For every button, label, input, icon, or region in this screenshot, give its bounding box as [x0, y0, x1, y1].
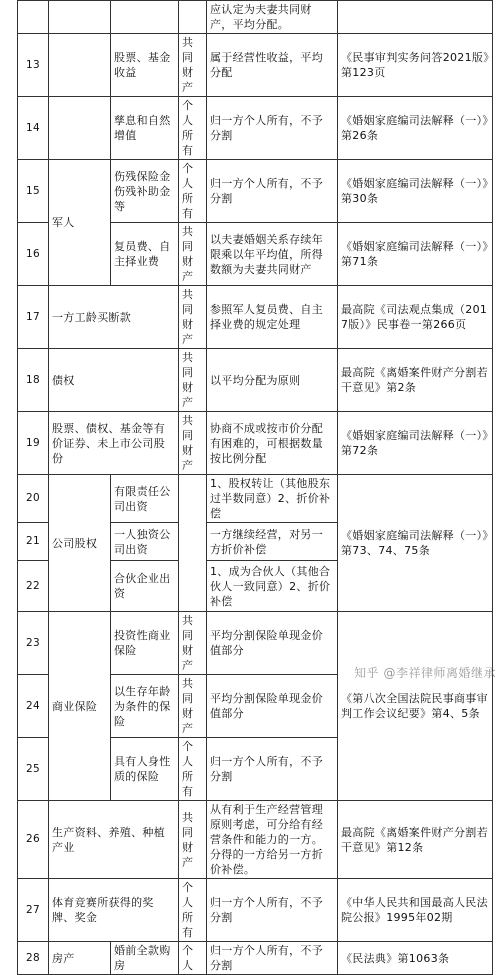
ownership-cell: 共同财产	[179, 286, 207, 349]
ownership-cell: 个人所有	[179, 97, 207, 160]
category-cell-military: 军人	[49, 160, 111, 286]
rule-cell: 一方继续经营，对另一方折价补偿	[207, 523, 338, 561]
rule-cell: 参照军人复员费、自主择业费的规定处理	[207, 286, 338, 349]
citation-cell: 最高院《离婚案件财产分割若干意见》第2条	[338, 349, 493, 412]
table-row	[18, 286, 493, 349]
rule-cell: 协商不成或按市价分配有困难的，可根据数量按比例分配	[207, 412, 338, 475]
row-number: 13	[18, 34, 49, 97]
category-cell: 一方工龄买断款	[49, 286, 179, 349]
subcategory-cell: 股票、基金收益	[111, 34, 179, 97]
rule-cell: 归一方个人所有，不予分割	[207, 160, 338, 223]
rule-cell: 以平均分配为原则	[207, 349, 338, 412]
row-number: 21	[18, 523, 49, 561]
category-cell: 体育竞赛所获得的奖牌、奖金	[49, 879, 179, 942]
table-row	[18, 160, 493, 223]
subcategory-cell: 复员费、自主择业费	[111, 223, 179, 286]
rule-cell: 1、成为合伙人（其他合伙人一致同意）2、折价补偿	[207, 561, 338, 612]
category-cell	[49, 1, 111, 34]
watermark: 知乎 @李祥律师离婚继承	[354, 666, 496, 680]
row-number: 25	[18, 738, 49, 801]
ownership-cell: 个人所有	[179, 738, 207, 801]
subcategory-cell: 婚前全款购房	[111, 942, 179, 975]
subcategory-cell: 有限责任公司出资	[111, 475, 179, 523]
citation-cell: 《婚姻家庭编司法解释（一）》第30条	[338, 160, 493, 223]
category-cell: 房产	[49, 942, 111, 975]
table-row	[18, 97, 493, 160]
rule-cell: 从有利于生产经营管理原则考虑，可分给有经营条件和能力的一方。分得的一方给另一方折价补偿。	[207, 801, 338, 879]
row-number: 24	[18, 675, 49, 738]
subcategory-cell: 孳息和自然增值	[111, 97, 179, 160]
rule-cell: 归一方个人所有，不予分割	[207, 942, 338, 975]
row-number: 20	[18, 475, 49, 523]
ownership-cell: 共同财产	[179, 223, 207, 286]
row-number	[18, 1, 49, 34]
row-number: 16	[18, 223, 49, 286]
citation-cell: 《民事审判实务问答2021版》第123页	[338, 34, 493, 97]
ownership-cell: 共同财产	[179, 412, 207, 475]
ownership-cell	[179, 1, 207, 34]
citation-cell: 最高院《离婚案件财产分割若干意见》第12条	[338, 801, 493, 879]
rule-cell: 平均分割保险单现金价值部分	[207, 675, 338, 738]
row-number: 22	[18, 561, 49, 612]
category-cell: 债权	[49, 349, 179, 412]
ownership-cell	[179, 475, 207, 612]
row-number: 26	[18, 801, 49, 879]
citation-cell: 最高院《司法观点集成（2017版）》民事卷一第266页	[338, 286, 493, 349]
citation-cell: 《婚姻家庭编司法解释（一）》第71条	[338, 223, 493, 286]
subcategory-cell: 以生存年龄为条件的保险	[111, 675, 179, 738]
ownership-cell: 共同财产	[179, 801, 207, 879]
rule-cell: 1、股权转让（其他股东过半数同意）2、折价补偿	[207, 475, 338, 523]
category-cell: 股票、债权、基金等有价证券、未上市公司股份	[49, 412, 179, 475]
citation-cell: 《婚姻家庭编司法解释（一）》第72条	[338, 412, 493, 475]
table-row	[18, 942, 493, 975]
row-number: 19	[18, 412, 49, 475]
ownership-cell: 共同财产	[179, 612, 207, 675]
table-row	[18, 34, 493, 97]
subcategory-cell: 一人独资公司出资	[111, 523, 179, 561]
row-number: 14	[18, 97, 49, 160]
row-number: 18	[18, 349, 49, 412]
table-row	[18, 412, 493, 475]
row-number: 27	[18, 879, 49, 942]
property-division-table	[17, 0, 493, 975]
citation-cell: 《婚姻家庭编司法解释（一）》第26条	[338, 97, 493, 160]
table-row	[18, 475, 493, 523]
citation-cell: 《婚姻家庭编司法解释（一）》第73、74、75条	[338, 475, 493, 612]
subcategory-cell: 伤残保险金伤残补助金等	[111, 160, 179, 223]
citation-cell: 《民法典》第1063条	[338, 942, 493, 975]
ownership-cell: 个人所有	[179, 160, 207, 223]
row-number: 28	[18, 942, 49, 975]
subcategory-cell	[111, 1, 179, 34]
category-cell	[49, 34, 111, 97]
row-number: 23	[18, 612, 49, 675]
ownership-cell: 共同财产	[179, 349, 207, 412]
table-row	[18, 879, 493, 942]
row-number: 15	[18, 160, 49, 223]
rule-cell: 归一方个人所有，不予分割	[207, 97, 338, 160]
rule-cell: 以夫妻婚姻关系存续年限乘以年平均值，所得数额为夫妻共同财产	[207, 223, 338, 286]
category-cell: 生产资料、养殖、种植产业	[49, 801, 179, 879]
ownership-cell: 共同财产	[179, 34, 207, 97]
subcategory-cell: 投资性商业保险	[111, 612, 179, 675]
rule-cell: 归一方个人所有，不予分割	[207, 738, 338, 801]
table-row	[18, 349, 493, 412]
ownership-cell: 共同财产	[179, 675, 207, 738]
table-row	[18, 801, 493, 879]
subcategory-cell: 合伙企业出资	[111, 561, 179, 612]
row-number: 17	[18, 286, 49, 349]
ownership-cell: 个人	[179, 942, 207, 975]
rule-cell: 属于经营性收益，平均分配	[207, 34, 338, 97]
category-cell-commercial-insurance: 商业保险	[49, 612, 111, 801]
ownership-cell: 个人所有	[179, 879, 207, 942]
rule-cell: 应认定为夫妻共同财产，平均分配。	[207, 1, 338, 34]
citation-cell	[338, 1, 493, 34]
rule-cell: 归一方个人所有，不予分割	[207, 879, 338, 942]
subcategory-cell: 具有人身性质的保险	[111, 738, 179, 801]
category-cell	[49, 97, 111, 160]
citation-cell: 《第八次全国法院民事商事审判工作会议纪要》第4、5条	[338, 612, 493, 801]
category-cell-company-equity: 公司股权	[49, 475, 111, 612]
citation-cell: 《中华人民共和国最高人民法院公报》1995年02期	[338, 879, 493, 942]
table-row	[18, 1, 493, 34]
rule-cell: 平均分割保险单现金价值部分	[207, 612, 338, 675]
